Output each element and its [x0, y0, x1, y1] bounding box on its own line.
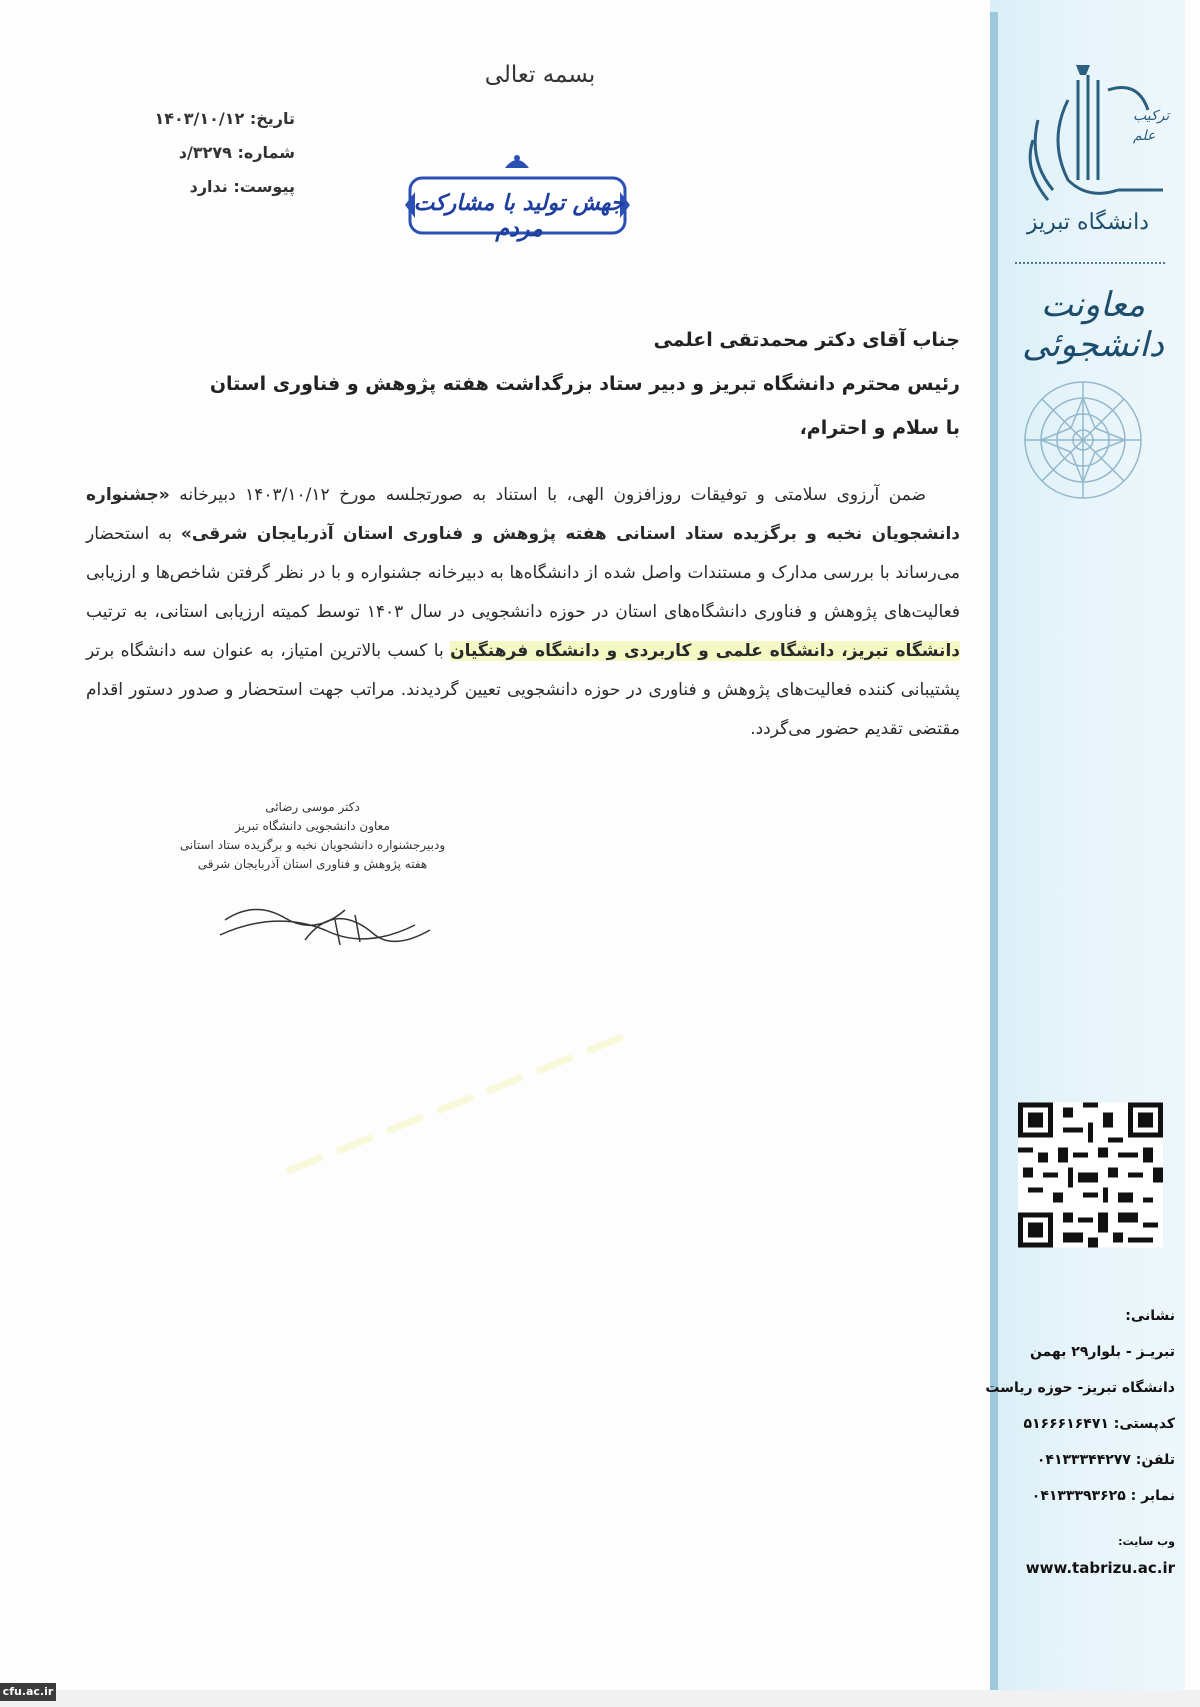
faint-highlight-watermark — [280, 1020, 720, 1180]
svg-text:علم: علم — [1133, 128, 1156, 144]
website-label: وب سایت: — [1118, 1535, 1175, 1548]
recipient-name: جناب آقای دکتر محمدتقی اعلمی — [653, 329, 960, 351]
letter-number: شماره: ۳۲۷۹/د — [178, 143, 295, 162]
handwritten-signature-icon — [215, 880, 445, 960]
website-link[interactable]: www.tabrizu.ac.ir — [1025, 1559, 1175, 1577]
body-text-b: به استحضار می‌رساند با بررسی مدارک و مستندات واصل شده از دانشگاه‌ها به دبیرخانه جشنواره و با در نظر گرفتن شاخص‌ها و ارزیابی فعالیت‌های پژوهش و فناوری دانشگاه‌های استان در حوزه دانشجویی در سال ۱۴۰۳ توسط کمیته ارزیابی استانی، به ترتیب — [86, 524, 960, 622]
body-text-c: با کسب بالاترین امتیاز، به عنوان سه دانشگاه برتر پشتیبانی کننده فعالیت‌های پژوهش و فناوری در حوزه دانشجویی تعیین گردیدند. مراتب جهت استحضار و صدور دستور اقدام مقتضی تقدیم حضور می‌گردد. — [86, 641, 960, 739]
letter-date: تاریخ: ۱۴۰۳/۱۰/۱۲ — [154, 109, 295, 128]
body-text-a: ضمن آرزوی سلامتی و توفیقات روزافزون الهی، با استناد به صورتجلسه مورخ ۱۴۰۳/۱۰/۱۲ دبیرخانه — [169, 485, 926, 505]
signer-title2: ودبیرجشنواره دانشجویان نخبه و برگزیده ستاد استانی — [179, 838, 446, 852]
fax-number: نمابر : ۰۴۱۳۳۳۹۳۶۲۵ — [1031, 1488, 1175, 1504]
slogan-text: جهش تولید با مشارکت مردم — [413, 190, 625, 242]
basmala-heading: بسمه تعالی — [484, 62, 596, 88]
postal-code: کدپستی: ۵۱۶۶۶۱۶۴۷۱ — [1023, 1416, 1175, 1432]
signer-title3: هفته پژوهش و فناوری استان آذربایجان شرقی — [197, 857, 428, 871]
winning-universities: دانشگاه تبریز، دانشگاه علمی و کاربردی و دانشگاه فرهنگیان — [450, 641, 960, 661]
svg-text:ترکیب: ترکیب — [1133, 108, 1170, 124]
source-tag: cfu.ac.ir — [0, 1683, 56, 1701]
greeting: با سلام و احترام، — [799, 417, 960, 439]
footer-bar — [0, 1690, 1200, 1707]
festival-name: «جشنواره دانشجویان نخبه و برگزیده ستاد استانی هفته پژوهش و فناوری استان آذربایجان شرقی» — [86, 485, 961, 544]
department-title: معاونت دانشجوئی — [1022, 285, 1164, 365]
signer-name: دکتر موسی رضائی — [265, 800, 360, 814]
letter-attachment: پیوست: ندارد — [189, 177, 295, 196]
address-line2: دانشگاه تبریز- حوزه ریاست — [985, 1380, 1175, 1396]
ornament-divider — [1015, 262, 1165, 268]
qr-code-icon — [1018, 1100, 1163, 1250]
signer-title1: معاون دانشجویی دانشگاه تبریز — [235, 819, 390, 833]
recipient-title: رئیس محترم دانشگاه تبریز و دبیر ستاد بزرگداشت هفته پژوهش و فناوری استان — [209, 373, 960, 395]
address-label: نشانی: — [1125, 1308, 1175, 1324]
contact-info — [985, 1298, 1175, 1582]
recipient-block — [200, 318, 960, 450]
rosette-ornament-icon — [1018, 375, 1148, 505]
phone-number: تلفن: ۰۴۱۳۳۳۴۴۲۷۷ — [1036, 1452, 1175, 1468]
signature-block — [160, 798, 465, 874]
letter-body — [86, 476, 960, 749]
university-name: دانشگاه تبریز — [1026, 210, 1150, 235]
address-line1: تبریـز - بلوار۲۹ بهمن — [1029, 1344, 1175, 1360]
letter-metadata — [120, 102, 295, 204]
body-paragraph — [86, 476, 960, 749]
